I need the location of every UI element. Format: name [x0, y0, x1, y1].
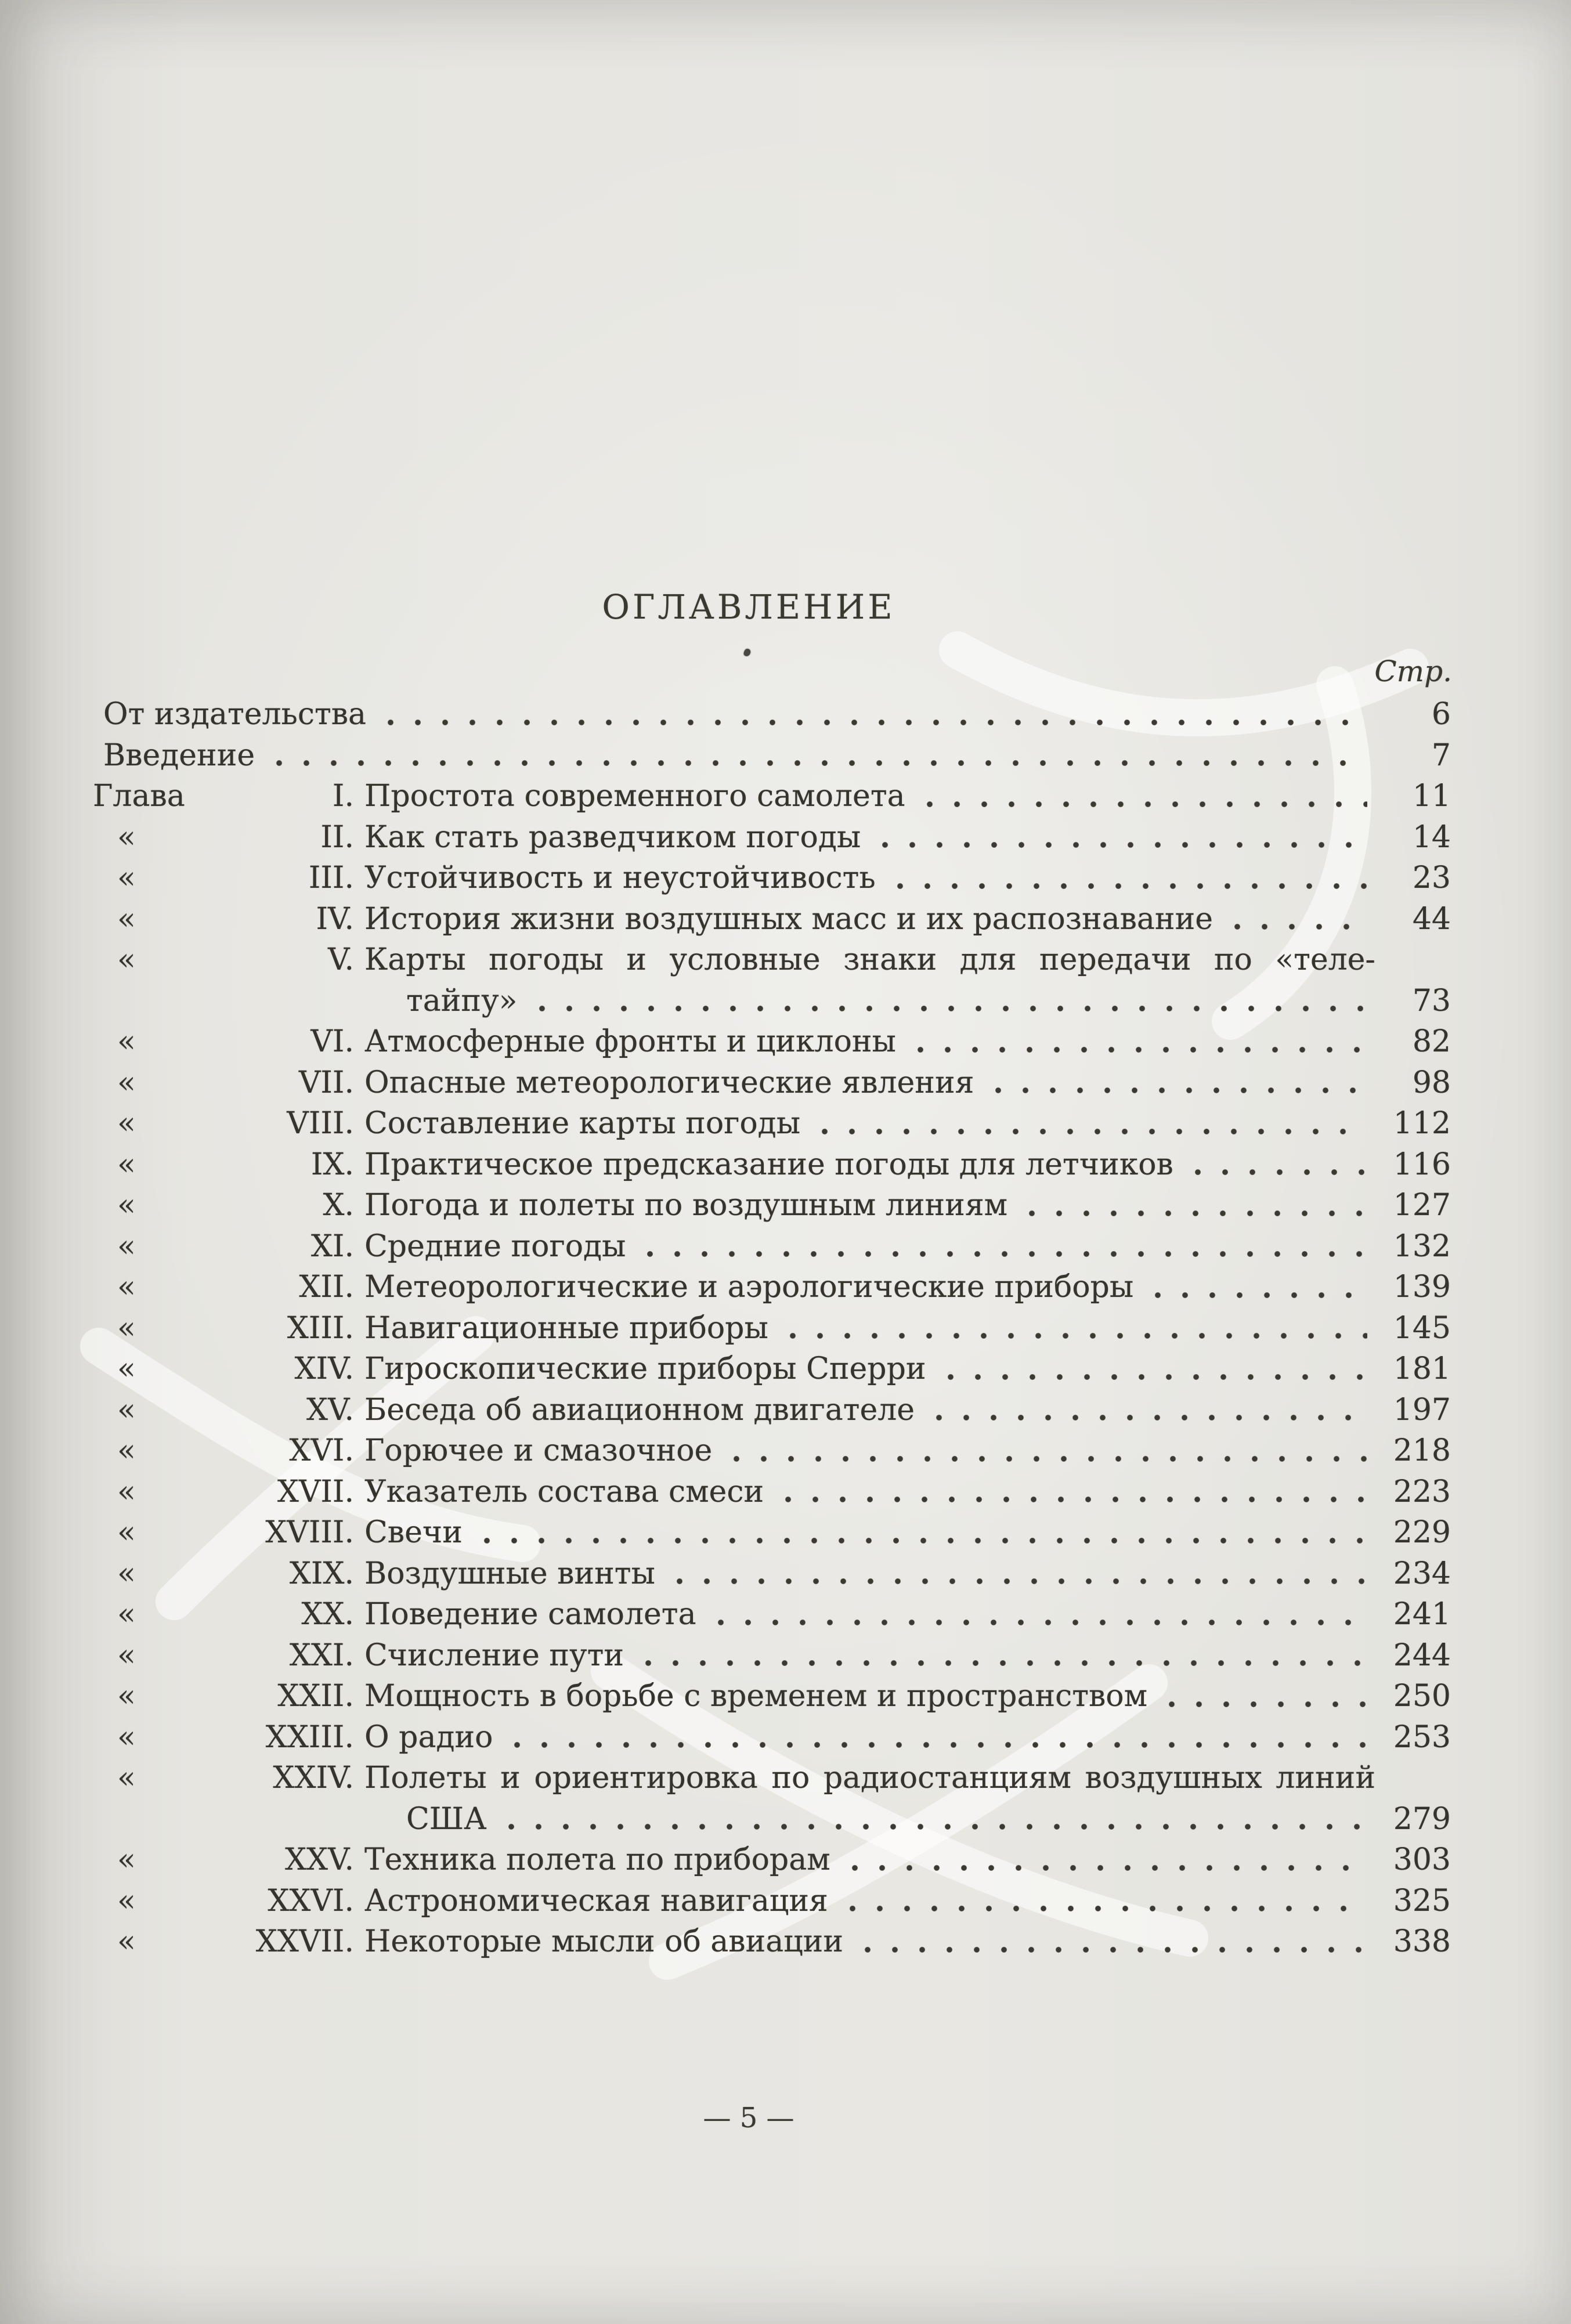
toc-row-numeral: XIII. [287, 1310, 354, 1346]
toc-row-title-cell [354, 1881, 1375, 1922]
toc-row [93, 1839, 1451, 1881]
dot-leader [645, 1249, 1367, 1259]
toc-row-numeral: II. [320, 819, 354, 855]
toc-row-title: Метеорологические и аэрологические приборы [364, 1270, 1134, 1304]
toc-row-page: 23 [1412, 861, 1451, 895]
dot-leader [275, 758, 1367, 768]
toc-row [93, 1430, 1451, 1472]
toc-row-label: « [117, 1106, 136, 1141]
toc-row-page: 14 [1412, 819, 1451, 855]
toc-row-label: « [117, 901, 136, 937]
toc-row-title-cell [354, 1144, 1375, 1186]
toc-row [93, 939, 1451, 981]
toc-row [93, 735, 1451, 776]
toc-row-page: 181 [1393, 1351, 1451, 1386]
toc-row-title: От издательства [103, 697, 367, 732]
toc-row-title: Введение [103, 738, 255, 773]
dot-leader [1153, 1291, 1367, 1300]
toc-row-numeral: XXIV. [273, 1761, 354, 1795]
toc-row [93, 776, 1451, 817]
toc-row-title-cell [354, 1103, 1375, 1144]
toc-row-page: 241 [1393, 1597, 1451, 1632]
toc-row-title-cell [354, 1553, 1375, 1595]
page-column-header: Стр. [1374, 655, 1452, 688]
dot-leader [934, 1413, 1367, 1422]
toc-row-numeral: VI. [310, 1024, 354, 1059]
toc-row-title: Свечи [364, 1515, 463, 1550]
dot-leader [537, 1004, 1368, 1013]
toc-row [93, 1594, 1451, 1635]
toc-row-title-cell [354, 817, 1375, 858]
toc-row-page: 279 [1393, 1801, 1451, 1837]
dot-leader [895, 881, 1367, 891]
toc-row-title: Навигационные приборы [364, 1310, 768, 1346]
toc-row-label: « [117, 861, 136, 895]
toc-row-title-cell [354, 776, 1375, 817]
dot-leader [880, 840, 1367, 850]
toc-row [93, 1103, 1451, 1144]
toc-row-title-cell [93, 735, 1375, 776]
toc-row-label: « [117, 1761, 136, 1795]
dot-leader [507, 1822, 1367, 1831]
toc-row-label: « [117, 1310, 136, 1346]
dot-leader [783, 1495, 1367, 1504]
dot-leader [482, 1536, 1367, 1545]
toc-row-title: Поведение самолета [364, 1597, 696, 1632]
toc-row-title-cell [354, 1594, 1375, 1635]
toc-row-title-cell [354, 899, 1375, 940]
toc-row-title-cell [354, 1308, 1375, 1349]
toc-row-numeral: VIII. [287, 1106, 354, 1141]
toc-row [93, 1267, 1451, 1308]
dot-leader [386, 718, 1367, 727]
toc-row-label: « [117, 1024, 136, 1059]
dot-leader [1027, 1209, 1367, 1218]
toc-row-title: Счисление пути [364, 1638, 624, 1673]
toc-row-label: « [117, 1556, 136, 1591]
dot-leader [644, 1658, 1367, 1668]
dot-leader [732, 1454, 1367, 1463]
dot-leader [863, 1945, 1367, 1954]
dot-leader [916, 1045, 1367, 1054]
toc-row-page: 234 [1393, 1556, 1451, 1591]
toc-row-title-cell [354, 1635, 1375, 1676]
toc-row [93, 1062, 1451, 1104]
dot-leader [946, 1372, 1367, 1382]
toc-row-page: 112 [1393, 1106, 1451, 1141]
page-number-footer: — 5 — [703, 2102, 794, 2134]
toc-row-title: Техника полета по приборам [364, 1842, 830, 1877]
toc-row-title: Опасные метеорологические явления [364, 1065, 974, 1100]
toc-row [93, 1512, 1451, 1553]
toc-row-page: 197 [1393, 1392, 1451, 1427]
toc-row-label: « [117, 1515, 136, 1550]
dot-leader [1233, 922, 1367, 931]
toc-row-title-cell [354, 1430, 1375, 1472]
toc-row-label: « [117, 1679, 136, 1714]
ornament-dot-icon [743, 648, 751, 657]
toc-row [93, 817, 1451, 858]
toc-row-title: Горючее и смазочное [364, 1433, 713, 1468]
toc-row-numeral: I. [332, 779, 354, 814]
toc-row-title: Средние погоды [364, 1228, 626, 1264]
toc-row-label: « [117, 1188, 136, 1223]
toc-row-page: 132 [1393, 1228, 1451, 1264]
toc-row [93, 1881, 1451, 1922]
toc-row-numeral: XVI. [289, 1433, 354, 1468]
toc-row-title-cell [354, 858, 1375, 899]
toc-row-page: 44 [1412, 901, 1451, 937]
toc-row-title-cell [354, 1390, 1375, 1431]
toc-row-label: « [117, 1228, 136, 1264]
toc-row [93, 1676, 1451, 1717]
toc-row-page: 127 [1393, 1188, 1451, 1223]
toc-row-label: « [117, 1351, 136, 1386]
toc-row-numeral: XVII. [277, 1474, 354, 1509]
toc-row-label: « [117, 1474, 136, 1509]
toc-row-title: Атмосферные фронты и циклоны [364, 1024, 896, 1059]
toc-row-label: « [117, 1392, 136, 1427]
dot-leader [675, 1577, 1367, 1586]
toc-row-label: « [117, 1638, 136, 1673]
table-of-contents [93, 694, 1451, 1962]
dot-leader [1167, 1700, 1367, 1709]
toc-row-title-cell [354, 1799, 1375, 1840]
toc-row-continuation [93, 1799, 1451, 1840]
toc-row-numeral: XXIII. [265, 1719, 354, 1755]
toc-row-title-cell: Полеты и ориентировка по радиостанциям воздушных линий [364, 1761, 1375, 1795]
toc-row-title: тайпу» [406, 983, 518, 1018]
toc-row [93, 1758, 1451, 1799]
toc-row-label: « [117, 1719, 136, 1755]
toc-row-title-cell [354, 1185, 1375, 1226]
toc-row [93, 899, 1451, 940]
toc-row-page: 338 [1393, 1924, 1451, 1959]
toc-row-page: 145 [1393, 1310, 1451, 1346]
toc-row-numeral: XIV. [294, 1351, 354, 1386]
toc-row-numeral: XXVII. [255, 1924, 354, 1959]
toc-row-numeral: XX. [301, 1597, 354, 1632]
toc-row-numeral: XI. [310, 1228, 354, 1264]
toc-row-title: Составление карты погоды [364, 1106, 801, 1141]
dot-leader [788, 1331, 1367, 1340]
toc-row-numeral: V. [328, 942, 354, 977]
toc-row-title: Астрономическая навигация [364, 1883, 828, 1918]
toc-row [93, 1390, 1451, 1431]
toc-row-numeral: XIX. [289, 1556, 354, 1591]
toc-row-numeral: IV. [316, 901, 354, 937]
toc-row-title-cell [354, 1839, 1375, 1881]
toc-row-title: Мощность в борьбе с временем и пространством [364, 1679, 1148, 1714]
toc-row-title-cell [354, 1062, 1375, 1104]
toc-row-label: « [117, 1147, 136, 1182]
toc-row-page: 11 [1412, 779, 1451, 814]
toc-row [93, 1349, 1451, 1390]
toc-row-label: « [117, 1842, 136, 1877]
toc-row-label: « [117, 1924, 136, 1959]
toc-row [93, 1308, 1451, 1349]
toc-row-title-cell [354, 1226, 1375, 1267]
toc-row-title: О радио [364, 1719, 493, 1755]
toc-row-title-cell: Карты погоды и условные знаки для передачи по «теле- [364, 942, 1375, 977]
page-title: ОГЛАВЛЕНИЕ [602, 587, 895, 627]
toc-row-title: Устойчивость и неустойчивость [364, 861, 876, 895]
dot-leader [848, 1904, 1367, 1913]
toc-row-page: 253 [1393, 1719, 1451, 1755]
toc-row-title-cell [354, 1512, 1375, 1553]
toc-row-title: Погода и полеты по воздушным линиям [364, 1188, 1008, 1223]
toc-row-numeral: XXII. [277, 1679, 354, 1714]
toc-row-page: 73 [1412, 983, 1451, 1018]
toc-row-page: 98 [1412, 1065, 1451, 1100]
toc-row-title: История жизни воздушных масс и их распознавание [364, 901, 1214, 937]
toc-row-numeral: III. [308, 861, 354, 895]
toc-row-label: « [117, 1597, 136, 1632]
toc-row-numeral: XXI. [289, 1638, 354, 1673]
dot-leader [925, 800, 1367, 809]
toc-row [93, 1921, 1451, 1962]
toc-row-label: « [117, 942, 136, 977]
toc-row-page: 325 [1393, 1883, 1451, 1918]
toc-row-page: 82 [1412, 1024, 1451, 1059]
toc-row-title-cell [354, 1349, 1375, 1390]
toc-row-page: 303 [1393, 1842, 1451, 1877]
toc-row [93, 1635, 1451, 1676]
toc-row-title: Практическое предсказание погоды для летчиков [364, 1147, 1173, 1182]
toc-row-label: « [117, 1883, 136, 1918]
toc-row-title: Гироскопические приборы Сперри [364, 1351, 926, 1386]
toc-row [93, 694, 1451, 735]
toc-row-page: 116 [1393, 1147, 1451, 1182]
toc-row-numeral: VII. [298, 1065, 354, 1100]
toc-row-page: 244 [1393, 1638, 1451, 1673]
toc-row-title: Воздушные винты [364, 1556, 655, 1591]
toc-row-title: Беседа об авиационном двигателе [364, 1392, 915, 1427]
toc-row-page: 229 [1393, 1515, 1451, 1550]
toc-row-numeral: XXV. [284, 1842, 354, 1877]
toc-row-label: « [117, 1065, 136, 1100]
toc-row-label: Глава [93, 779, 185, 814]
toc-row-page: 139 [1393, 1270, 1451, 1304]
toc-row [93, 1472, 1451, 1513]
toc-row-page: 223 [1393, 1474, 1451, 1509]
toc-row [93, 1226, 1451, 1267]
toc-row-title-cell [93, 694, 1375, 735]
dot-leader [716, 1618, 1367, 1627]
toc-row-title-cell [354, 1021, 1375, 1062]
toc-row-numeral: X. [323, 1188, 354, 1223]
toc-row-numeral: XII. [299, 1270, 354, 1304]
toc-row-title: США [406, 1801, 487, 1837]
toc-row-label: « [117, 819, 136, 855]
toc-row-title-cell [354, 1717, 1375, 1758]
toc-row-title: Некоторые мысли об авиации [364, 1924, 843, 1959]
toc-row-title-cell [354, 1921, 1375, 1962]
dot-leader [1193, 1168, 1367, 1177]
toc-row [93, 1553, 1451, 1595]
toc-row-continuation [93, 981, 1451, 1022]
toc-row-title-cell [354, 981, 1375, 1022]
toc-row-numeral: XVIII. [265, 1515, 354, 1550]
toc-row-title: Простота современного самолета [364, 779, 905, 814]
toc-row [93, 1185, 1451, 1226]
dot-leader [820, 1127, 1367, 1136]
toc-row-label: « [117, 1270, 136, 1304]
toc-row-numeral: XV. [306, 1392, 354, 1427]
dot-leader [994, 1086, 1367, 1095]
toc-row-page: 218 [1393, 1433, 1451, 1468]
toc-row-numeral: IX. [310, 1147, 354, 1182]
toc-row-label: « [117, 1433, 136, 1468]
toc-row [93, 858, 1451, 899]
dot-leader [512, 1740, 1367, 1750]
toc-row-title-cell [354, 1676, 1375, 1717]
toc-row-title-cell [354, 1472, 1375, 1513]
toc-row [93, 1717, 1451, 1758]
toc-row-title: Как стать разведчиком погоды [364, 819, 861, 855]
toc-row [93, 1021, 1451, 1062]
toc-row-page: 7 [1431, 738, 1451, 773]
toc-row [93, 1144, 1451, 1186]
toc-row-page: 250 [1393, 1679, 1451, 1714]
toc-row-page: 6 [1431, 697, 1451, 732]
toc-row-numeral: XXVI. [268, 1883, 354, 1918]
toc-row-title: Указатель состава смеси [364, 1474, 764, 1509]
toc-row-title-cell [354, 1267, 1375, 1308]
dot-leader [850, 1863, 1367, 1873]
